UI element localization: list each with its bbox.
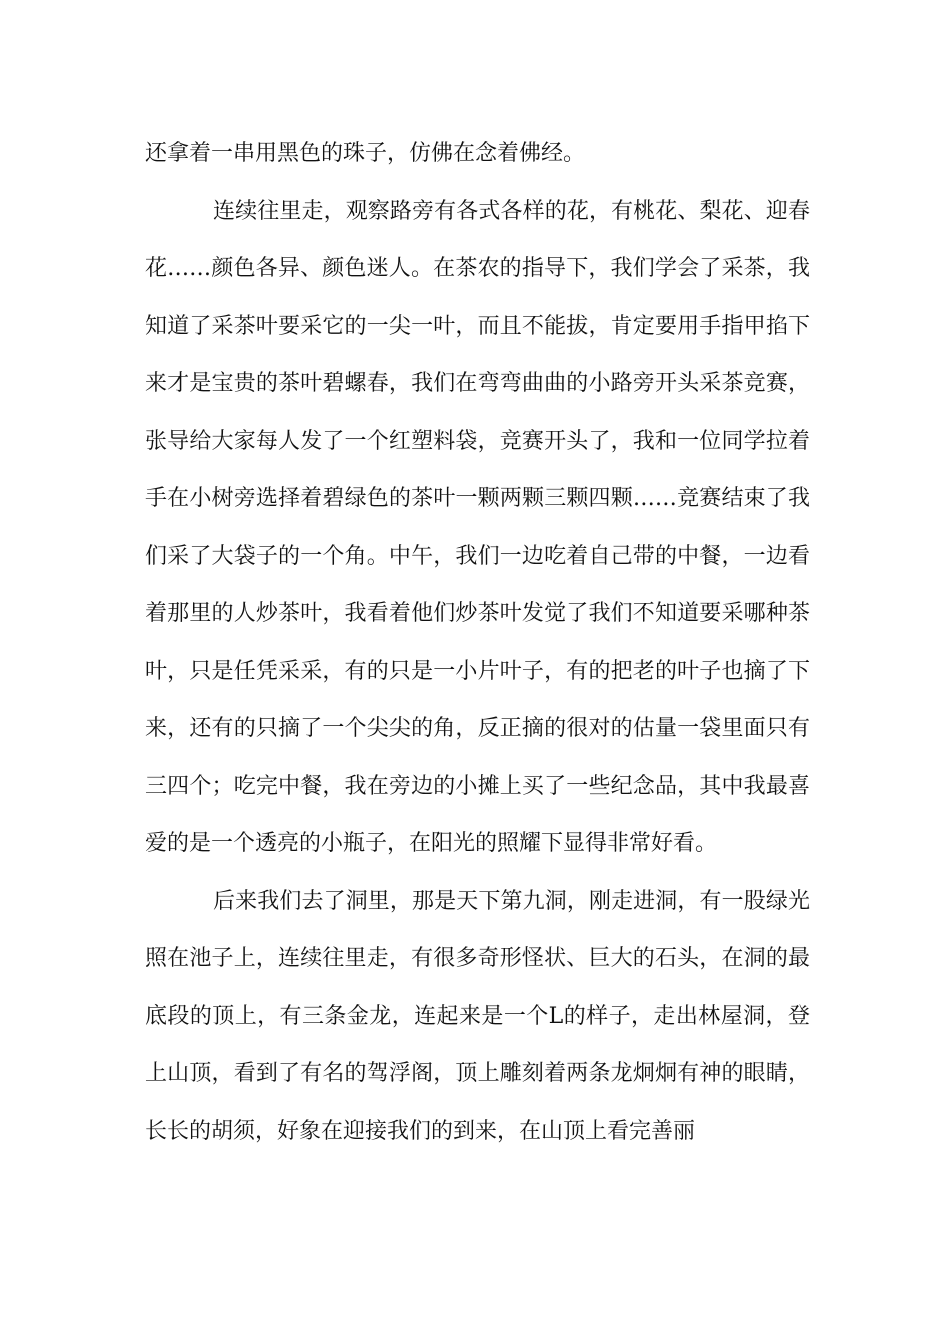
paragraph-3: 后来我们去了洞里，那是天下第九洞，刚走进洞，有一股绿光照在池子上，连续往里走，有很多奇形怪状、巨大的石头，在洞的最底段的顶上，有三条金龙，连起来是一个L的样子，走出林屋洞，登上山顶，看到了有名的驾浮阁，顶上雕刻着两条龙炯炯有神的眼睛，长长的胡须，好象在迎接我们的到来，在山顶上看完善丽 [145, 888, 810, 1144]
paragraph-2: 连续往里走，观察路旁有各式各样的花，有桃花、梨花、迎春花……颜色各异、颜色迷人。在茶农的指导下，我们学会了采茶，我知道了采茶叶要采它的一尖一叶，而且不能拔，肯定要用手指甲掐下来才是宝贵的茶叶碧螺春，我们在弯弯曲曲的小路旁开头采茶竞赛，张导给大家每人发了一个红塑料袋，竞赛开头了，我和一位同学拉着手在小树旁选择着碧绿色的茶叶一颗两颗三颗四颗……竞赛结束了我们采了大袋子的一个角。中午，我们一边吃着自己带的中餐，一边看着那里的人炒茶叶，我看着他们炒茶叶发觉了我们不知道要采哪种茶叶，只是任凭采采，有的只是一小片叶子，有的把老的叶子也摘了下来，还有的只摘了一个尖尖的角，反正摘的很对的估量一袋里面只有三四个；吃完中餐，我在旁边的小摊上买了一些纪念品，其中我最喜爱的是一个透亮的小瓶子，在阳光的照耀下显得非常好看。 [145, 198, 810, 856]
body-text [145, 125, 810, 1160]
paragraph-1: 还拿着一串用黑色的珠子，仿佛在念着佛经。 [145, 141, 586, 166]
